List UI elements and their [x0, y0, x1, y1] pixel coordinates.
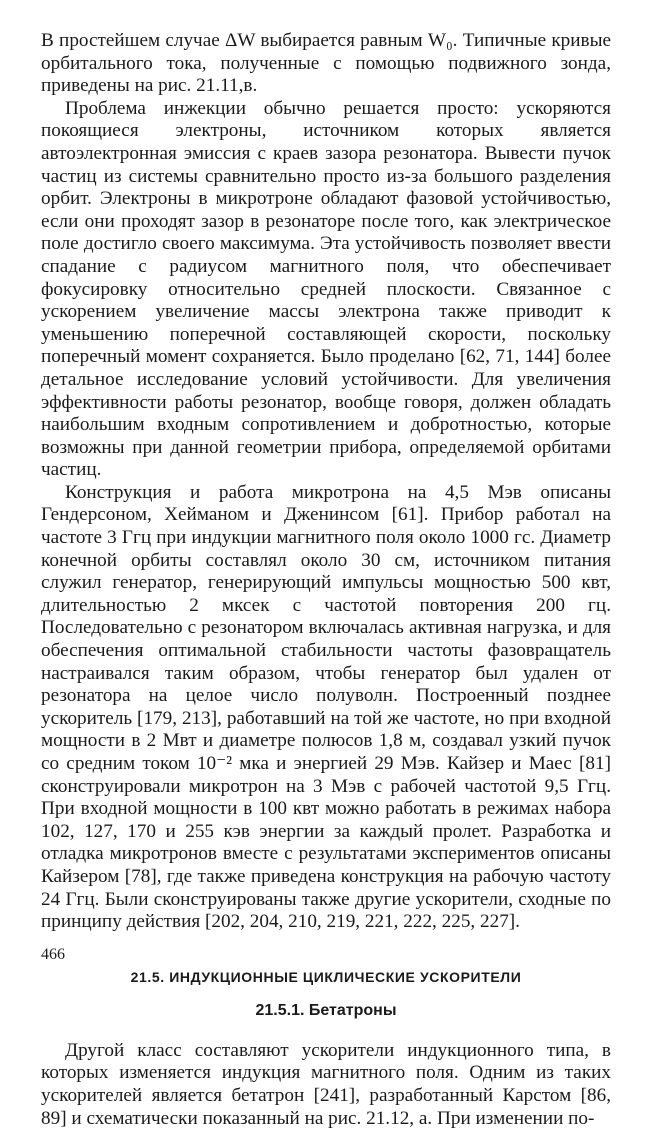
paragraph-microtron-design: Конструкция и работа микротрона на 4,5 Мэв описаны Гендерсоном, Хейманом и Дженинсом [61]. Прибор работал на частоте 3 Ггц при индукции магнитного поля около 1000 гс. Диаметр конечной орбиты составлял около 30 см, источником питания служил генератор, генерирующий импульсы мощностью 500 квт, длительностью 2 мксек с частотой повторения 200 гц. Последовательно с резонатором включалась активная нагрузка, и для обеспечения оптимальной стабильности частоты фазовращатель настраивался таким образом, чтобы генератор был удален от резонатора на целое число полуволн. Построенный позднее ускоритель [179, 213], работавший на той же частоте, но при входной мощности в 2 Мвт и диаметре полюсов 1,8 м, создавал узкий пучок со средним током 10⁻² мка и энергией 29 Мэв. Кайзер и Маес [81] сконструировали микротрон на 3 Мэв с рабочей частотой 9,5 Ггц. При входной мощности в 100 квт можно работать в режимах набора 102, 127, 170 и 255 кэв энергии за каждый пролет. Разработка и отладка микротронов вместе с результатами экспериментов описаны Кайзером [78], где также приведена конструкция на рабочую частоту 24 Ггц. Были сконструированы также другие ускорители, сходные по принципу действия [202, 204, 210, 219, 221, 222, 225, 227]. — [41, 481, 611, 933]
section-heading: 21.5. ИНДУКЦИОННЫЕ ЦИКЛИЧЕСКИЕ УСКОРИТЕЛИ — [130, 968, 522, 985]
paragraph-injection: Проблема инжекции обычно решается просто: ускоряются покоящиеся электроны, источником которых является автоэлектронная эмиссия с краев зазора резонатора. Вывести пучок частиц из системы сравнительно просто из-за большого разделения орбит. Электроны в микротроне обладают фазовой устойчивостью, если они проходят зазор в резонаторе после того, как электрическое поле достигло своего максимума. Эта устойчивость позволяет ввести спадание с радиусом магнитного поля, что обеспечивает фокусировку относительно средней плоскости. Связанное с ускорением увеличение массы электрона также приводит к уменьшению поперечной составляющей скорости, поскольку поперечный момент сохраняется. Было проделано [62, 71, 144] более детальное исследование условий устойчивости. Для увеличения эффективности работы резонатор, вообще говоря, должен обладать наибольшим входным сопротивлением и добротностью, которые возможны при данной геометрии прибора, определяемой орбитами частиц. — [41, 97, 611, 481]
subsection-heading: 21.5.1. Бетатроны — [255, 1001, 397, 1019]
page-number: 466 — [41, 946, 65, 963]
paragraph-betatron: Другой класс составляют ускорители индукционного типа, в которых изменяется индукция магнитного поля. Одним из таких ускорителей является бетатрон [241], разработанный Карстом [86, 89] и схематически показанный на рис. 21.12, а. При изменении по- — [41, 1039, 611, 1129]
paragraph-intro: В простейшем случае ΔW выбирается равным W₀. Типичные кривые орбитального тока, полученные с помощью подвижного зонда, приведены на рис. 21.11,в. — [41, 30, 611, 97]
page-body — [41, 30, 611, 1130]
